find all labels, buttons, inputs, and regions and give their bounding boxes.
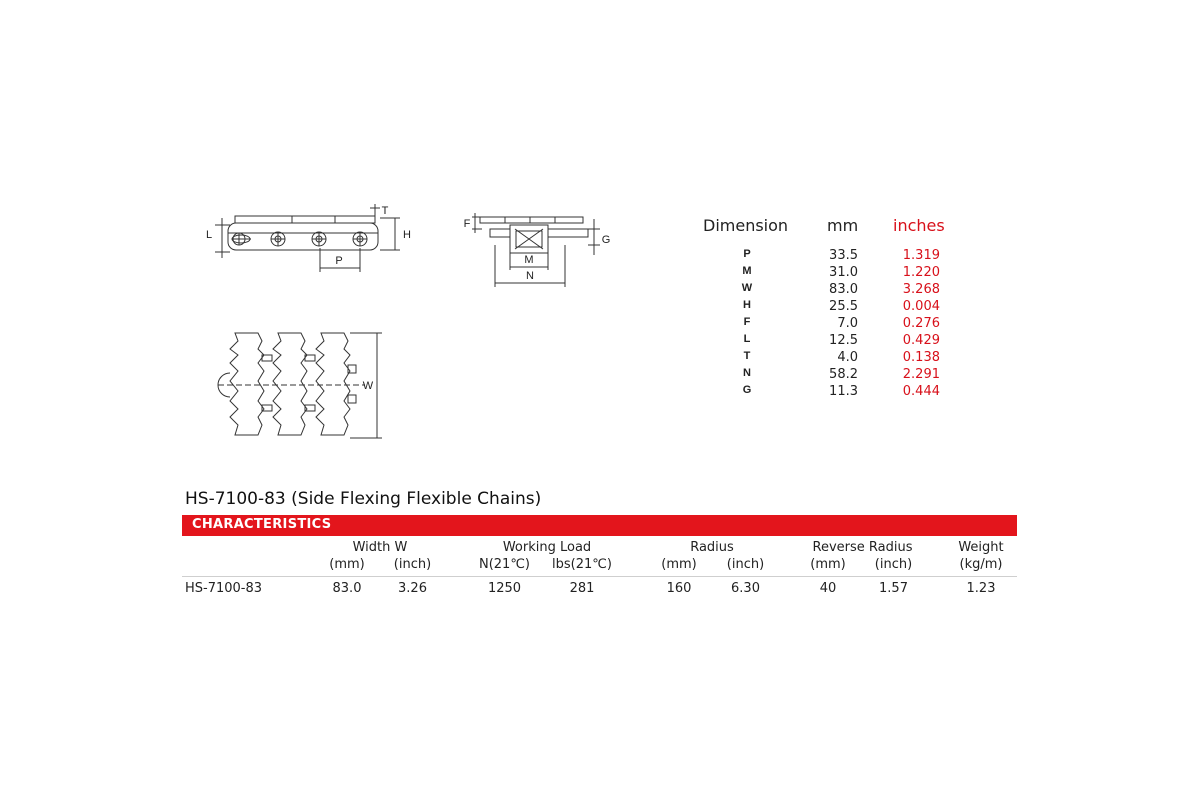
dimension-row: G 11.3 0.444 bbox=[742, 384, 940, 399]
label-T: T bbox=[381, 205, 389, 217]
cell-load-lbs: 281 bbox=[569, 581, 595, 596]
label-L: L bbox=[205, 229, 213, 241]
subheader-radius-mm: (mm) bbox=[661, 557, 697, 572]
header-width: Width W bbox=[352, 540, 408, 555]
subheader-radius-inch: (inch) bbox=[726, 557, 765, 572]
chain-top-view-drawing bbox=[200, 325, 400, 445]
label-M: M bbox=[524, 254, 534, 266]
dimension-row: L 12.5 0.429 bbox=[743, 333, 940, 348]
dimension-row: M 31.0 1.220 bbox=[742, 265, 940, 280]
cell-width-mm: 83.0 bbox=[332, 581, 362, 596]
chain-end-view-drawing bbox=[460, 205, 620, 290]
header-weight: Weight bbox=[958, 540, 1004, 555]
characteristics-label: CHARACTERISTICS bbox=[192, 517, 332, 532]
cell-load-n: 1250 bbox=[487, 581, 522, 596]
subheader-rev-mm: (mm) bbox=[810, 557, 846, 572]
dimension-row: H 25.5 0.004 bbox=[743, 299, 940, 314]
label-W: W bbox=[362, 380, 374, 392]
header-reverse-radius: Reverse Radius bbox=[812, 540, 913, 555]
dimension-row: F 7.0 0.276 bbox=[743, 316, 940, 331]
dimension-header: Dimension bbox=[703, 216, 789, 235]
dimension-row: N 58.2 2.291 bbox=[743, 367, 940, 382]
cell-rev-inch: 1.57 bbox=[879, 581, 908, 596]
chain-side-view-drawing bbox=[195, 200, 415, 285]
header-working-load: Working Load bbox=[502, 540, 592, 555]
dimension-row: T 4.0 0.138 bbox=[743, 350, 940, 365]
cell-radius-mm: 160 bbox=[666, 581, 692, 596]
label-F: F bbox=[463, 218, 471, 230]
dimension-row: P 33.5 1.319 bbox=[743, 248, 940, 263]
dimension-row: W 83.0 3.268 bbox=[741, 282, 940, 297]
subheader-weight-unit: (kg/m) bbox=[959, 557, 1003, 572]
label-G: G bbox=[601, 234, 611, 246]
subheader-rev-inch: (inch) bbox=[874, 557, 913, 572]
subheader-width-mm: (mm) bbox=[329, 557, 365, 572]
header-radius: Radius bbox=[690, 540, 734, 555]
table-divider bbox=[182, 576, 1017, 577]
inches-header: inches bbox=[893, 216, 945, 235]
cell-width-inch: 3.26 bbox=[398, 581, 427, 596]
label-H: H bbox=[403, 229, 411, 241]
subheader-load-lbs: lbs(21℃) bbox=[552, 557, 612, 572]
cell-model: HS-7100-83 bbox=[185, 581, 263, 596]
characteristics-bar bbox=[182, 515, 1017, 536]
product-title: HS-7100-83 (Side Flexing Flexible Chains) bbox=[185, 489, 542, 509]
label-P: P bbox=[335, 255, 343, 267]
subheader-width-inch: (inch) bbox=[393, 557, 432, 572]
cell-rev-mm: 40 bbox=[819, 581, 837, 596]
label-N: N bbox=[526, 270, 534, 282]
mm-header: mm bbox=[827, 216, 859, 235]
cell-weight: 1.23 bbox=[966, 581, 996, 596]
subheader-load-n: N(21℃) bbox=[478, 557, 530, 572]
cell-radius-inch: 6.30 bbox=[731, 581, 760, 596]
